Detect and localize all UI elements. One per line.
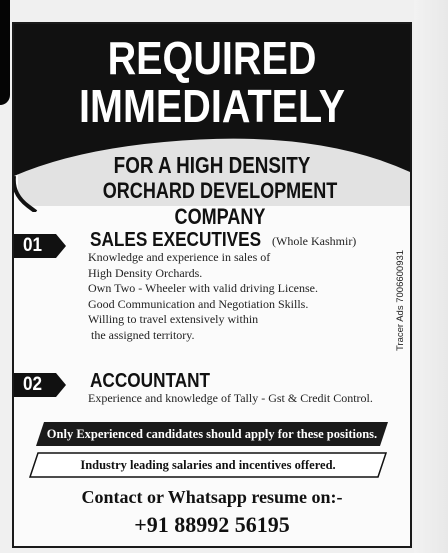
contact-phone: +91 88992 56195 (134, 512, 290, 537)
job-description-accountant (88, 391, 373, 407)
salaries-banner (28, 452, 388, 478)
experienced-only-banner (36, 422, 388, 446)
ad-header (14, 24, 410, 229)
experienced-only-text: Only Experienced candidates should apply for these positions. (46, 427, 378, 441)
job-title-accountant: ACCOUNTANT (90, 370, 211, 392)
job-number-badge (12, 234, 68, 258)
headline-required: REQUIRED (107, 32, 317, 84)
description-line: Knowledge and experience in sales of (88, 250, 271, 264)
job-number: 01 (23, 235, 43, 256)
headline-immediately: IMMEDIATELY (79, 80, 345, 132)
job-location: (Whole Kashmir) (272, 234, 357, 248)
job-number-badge (12, 373, 68, 397)
description-line: High Density Orchards. (88, 265, 203, 280)
description-line: Good Communication and Negotiation Skills. (88, 296, 309, 311)
subheadline-high-density: FOR A HIGH DENSITY (113, 152, 311, 178)
description-line: the assigned territory. (88, 327, 195, 342)
description-line: Experience and knowledge of Tally - Gst & Credit Control. (88, 391, 373, 405)
job-description-sales (88, 250, 318, 343)
job-number: 02 (23, 374, 43, 395)
salaries-text: Industry leading salaries and incentives offered. (80, 458, 336, 472)
description-line: Willing to travel extensively within (88, 312, 259, 326)
contact-label: Contact or Whatsapp resume on:- (81, 487, 343, 507)
description-line: Own Two - Wheeler with valid driving License. (88, 281, 318, 295)
page-edge-shadow (414, 0, 448, 553)
dark-corner-overlay (0, 0, 10, 105)
tracer-ads-credit: Tracer Ads 7006600931 (395, 249, 406, 351)
job-advertisement (12, 22, 412, 548)
subheadline-company: ORCHARD DEVELOPMENT COMPANY (102, 178, 338, 229)
job-title-sales-executives: SALES EXECUTIVES (90, 229, 262, 251)
